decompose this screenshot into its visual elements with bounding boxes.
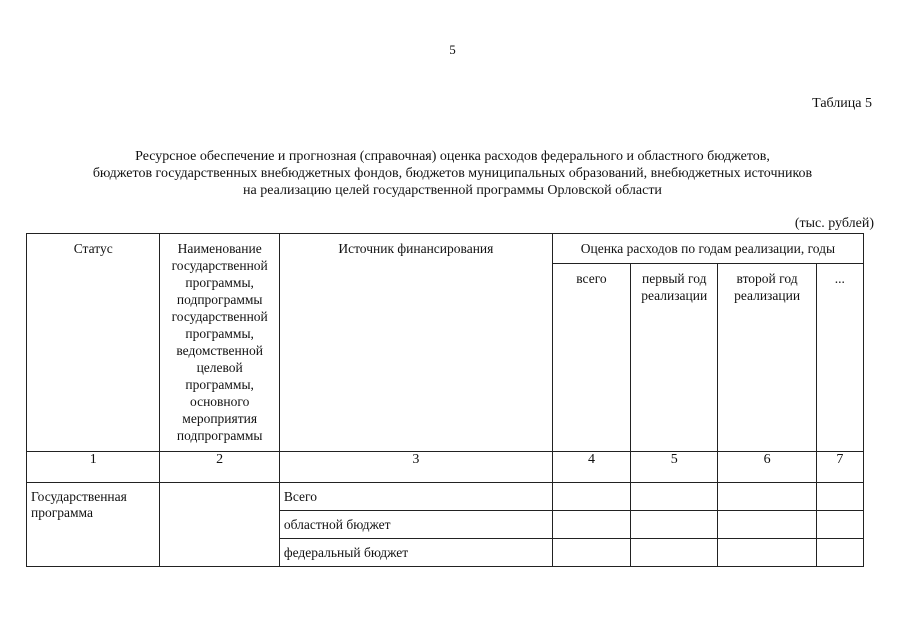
value-cell: [631, 539, 718, 567]
header-more: ...: [816, 264, 863, 452]
column-numbers-row: [27, 452, 864, 483]
column-number: 7: [816, 452, 863, 483]
header-total: всего: [552, 264, 630, 452]
title-line: Ресурсное обеспечение и прогнозная (справочная) оценка расходов федерального и областного бюджетов,: [135, 149, 770, 164]
title-line: на реализацию целей государственной программы Орловской области: [243, 183, 662, 198]
value-cell: [718, 483, 816, 511]
column-number: 1: [27, 452, 160, 483]
document-title: [40, 148, 865, 199]
source-cell: областной бюджет: [279, 511, 552, 539]
header-estimate: Оценка расходов по годам реализации, годы: [552, 234, 863, 264]
table-row: [27, 483, 864, 511]
column-number: 4: [552, 452, 630, 483]
page-number: 5: [449, 42, 456, 57]
header-name: Наименование государственной программы, подпрограммы государственной программы, ведомственной целевой программы, основного мероприятия подпрограммы: [160, 234, 279, 452]
header-year1: первый год реализации: [631, 264, 718, 452]
value-cell: [816, 511, 863, 539]
status-cell: Государственная программа: [27, 483, 160, 567]
value-cell: [816, 483, 863, 511]
title-line: бюджетов государственных внебюджетных фондов, бюджетов муниципальных образований, внебюджетных источников: [92, 166, 813, 181]
value-cell: [718, 539, 816, 567]
header-year2: второй год реализации: [718, 264, 816, 452]
header-status: Статус: [27, 234, 160, 452]
value-cell: [552, 511, 630, 539]
header-source: Источник финансирования: [279, 234, 552, 452]
source-cell: Всего: [279, 483, 552, 511]
value-cell: [631, 483, 718, 511]
column-number: 3: [279, 452, 552, 483]
value-cell: [552, 539, 630, 567]
units-label: (тыс. рублей): [794, 216, 874, 231]
budget-table: [26, 233, 864, 567]
column-number: 2: [160, 452, 279, 483]
table-label: Таблица 5: [812, 96, 872, 111]
name-cell: [160, 483, 279, 567]
value-cell: [631, 511, 718, 539]
column-number: 6: [718, 452, 816, 483]
source-cell: федеральный бюджет: [279, 539, 552, 567]
value-cell: [718, 511, 816, 539]
column-number: 5: [631, 452, 718, 483]
value-cell: [552, 483, 630, 511]
value-cell: [816, 539, 863, 567]
